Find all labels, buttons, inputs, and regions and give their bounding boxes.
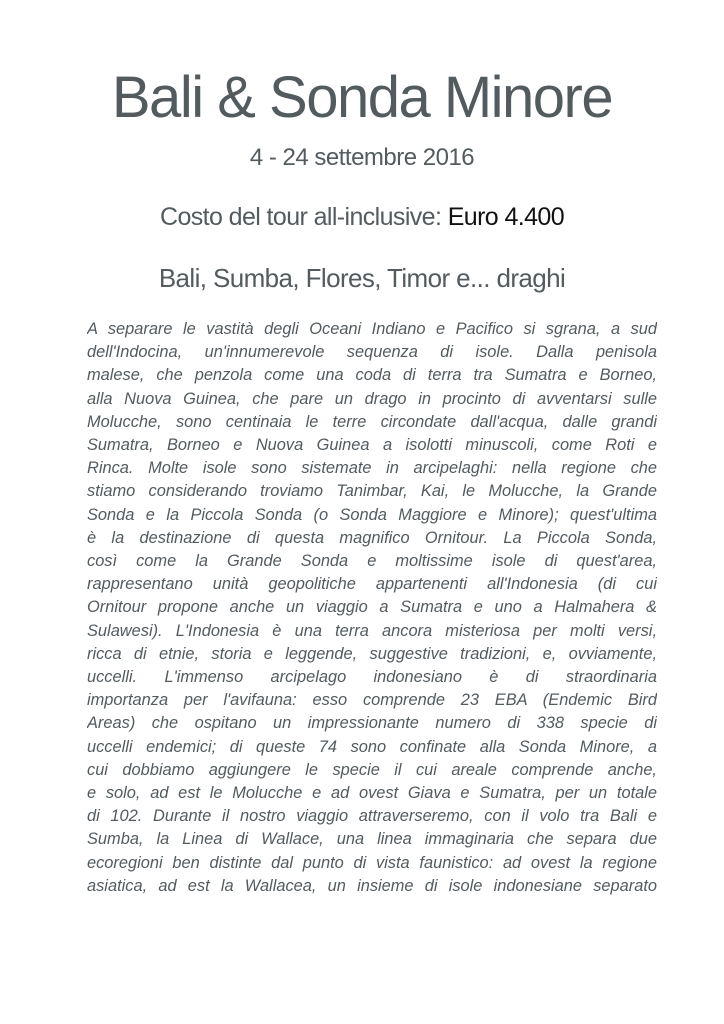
- body-line: Rinca. Molte isole sono sistemate in arcipelaghi: nella regione che: [87, 459, 657, 478]
- body-line: Ornitour propone anche un viaggio a Sumatra e uno a Halmahera &: [87, 598, 657, 617]
- body-line: ecoregioni ben distinte dal punto di vista faunistico: ad ovest la regione: [87, 853, 657, 872]
- tour-cost-label: Costo del tour all-inclusive:: [159, 203, 448, 231]
- tour-cost-value: Euro 4.400: [447, 203, 565, 231]
- body-line: di 102. Durante il nostro viaggio attraverseremo, con il volo tra Bali e: [87, 807, 657, 826]
- body-line: alla Nuova Guinea, che pare un drago in procinto di avventarsi sulle: [87, 389, 657, 408]
- body-line: cui dobbiamo aggiungere le specie il cui areale comprende anche,: [87, 760, 657, 779]
- body-paragraph: [87, 318, 657, 898]
- body-line: malese, che penzola come una coda di terra tra Sumatra e Borneo,: [87, 366, 657, 385]
- body-line: rappresentano unità geopolitiche appartenenti all'Indonesia (di cui: [87, 575, 657, 594]
- body-line: uccelli endemici; di queste 74 sono confinate alla Sonda Minore, a: [87, 737, 657, 756]
- body-line: Molucche, sono centinaia le terre circondate dall'acqua, dalle grandi: [87, 412, 657, 431]
- body-line: importanza per l'avifauna: esso comprende 23 EBA (Endemic Bird: [87, 691, 657, 710]
- body-line: ricca di etnie, storia e leggende, suggestive tradizioni, e, ovviamente,: [87, 644, 657, 663]
- body-line: asiatica, ad est la Wallacea, un insieme di isole indonesiane separato: [87, 876, 657, 895]
- body-line: Areas) che ospitano un impressionante numero di 338 specie di: [87, 714, 657, 733]
- tour-subtitle: Bali, Sumba, Flores, Timor e... draghi: [158, 263, 566, 293]
- body-line: è la destinazione di questa magnifico Ornitour. La Piccola Sonda,: [87, 528, 657, 547]
- body-line: A separare le vastità degli Oceani Indiano e Pacifico si sgrana, a sud: [87, 320, 657, 338]
- body-line: Sulawesi). L'Indonesia è una terra ancora misteriosa per molti versi,: [87, 621, 657, 640]
- tour-dates: 4 - 24 settembre 2016: [249, 144, 475, 171]
- body-line: e solo, ad est le Molucche e ad ovest Giava e Sumatra, per un totale: [87, 784, 657, 803]
- body-line: stiamo considerando troviamo Tanimbar, Kai, le Molucche, la Grande: [87, 482, 657, 501]
- body-line: dell'Indocina, un'innumerevole sequenza di isole. Dalla penisola: [87, 343, 657, 362]
- page-title: Bali & Sonda Minore: [111, 65, 613, 130]
- body-line: Sonda e la Piccola Sonda (o Sonda Maggiore e Minore); quest'ultima: [87, 505, 657, 524]
- body-line: Sumatra, Borneo e Nuova Guinea a isolotti minuscoli, come Roti e: [87, 436, 657, 455]
- tour-cost: [0, 201, 724, 233]
- body-line: uccelli. L'immenso arcipelago indonesiano è di straordinaria: [87, 668, 657, 687]
- body-line: così come la Grande Sonda e moltissime isole di quest'area,: [87, 552, 657, 571]
- body-line: Sumba, la Linea di Wallace, una linea immaginaria che separa due: [87, 830, 657, 849]
